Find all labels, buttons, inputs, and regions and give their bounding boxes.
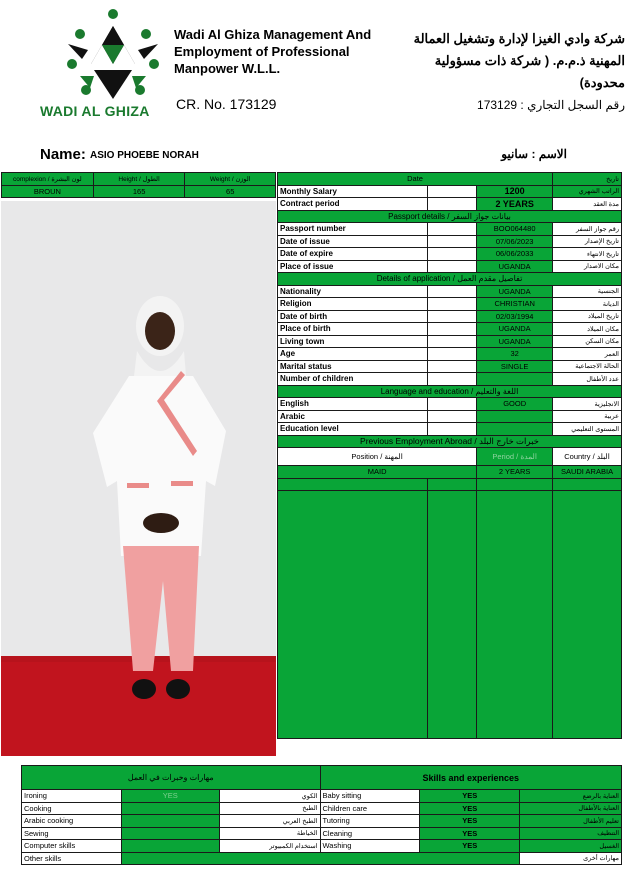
skill-cleaning-ar: التنظيف [520, 827, 622, 840]
place-of-birth-label: Place of birth [278, 323, 428, 336]
skill-cleaning-value: YES [420, 827, 520, 840]
religion-value: CHRISTIAN [477, 298, 553, 311]
skill-cooking-value [121, 802, 219, 815]
children-label: Number of children [278, 373, 428, 386]
candidate-photo [1, 201, 276, 756]
skill-cooking-ar: الطبخ [219, 802, 320, 815]
name-value-ar: سانيو [501, 147, 529, 161]
date-of-expire-value: 06/06/2033 [477, 248, 553, 261]
contract-period-label: Contract period [278, 198, 428, 211]
height-header: Height / الطول [93, 173, 185, 186]
nationality-label-ar: الجنسية [553, 285, 622, 298]
skill-sewing-value [121, 827, 219, 840]
skill-tutoring-ar: تعليم الأطفال [520, 815, 622, 828]
skill-washing-ar: الغسيل [520, 840, 622, 853]
age-value: 32 [477, 348, 553, 361]
name-row [0, 144, 637, 164]
children-value [477, 373, 553, 386]
religion-label: Religion [278, 298, 428, 311]
company-name-ar [400, 28, 625, 94]
name-label: Name: [40, 146, 86, 163]
cr-number-en: CR. No. 173129 [176, 96, 277, 112]
date-of-expire-label: Date of expire [278, 248, 428, 261]
passport-heading: Passport details / بيانات جواز السفر [278, 210, 622, 223]
skill-sewing-ar: الخياطة [219, 827, 320, 840]
place-of-birth-label-ar: مكان الميلاد [553, 323, 622, 336]
skills-heading-en: Skills and experiences [320, 766, 622, 790]
date-of-expire-label-ar: تاريخ الانتهاء [553, 248, 622, 261]
skill-children-care-value: YES [420, 802, 520, 815]
skill-arabic-cooking-value [121, 815, 219, 828]
skill-ironing-ar: الكوي [219, 790, 320, 803]
children-label-ar: عدد الأطفال [553, 373, 622, 386]
place-of-issue-value: UGANDA [477, 260, 553, 273]
skill-children-care-ar: العناية بالأطفال [520, 802, 622, 815]
skill-ironing-value: YES [121, 790, 219, 803]
english-label: English [278, 398, 428, 411]
marital-status-value: SINGLE [477, 360, 553, 373]
arabic-value [477, 410, 553, 423]
nationality-label: Nationality [278, 285, 428, 298]
english-label-ar: الانجليزية [553, 398, 622, 411]
english-value: GOOD [477, 398, 553, 411]
name-label-ar: الاسم : [531, 147, 567, 161]
contract-period-label-ar: مدة العقد [553, 198, 622, 211]
skill-cleaning-label: Cleaning [320, 827, 420, 840]
place-of-birth-value: UGANDA [477, 323, 553, 336]
name-value: ASIO PHOEBE NORAH [90, 150, 199, 161]
skill-baby-sitting-label: Baby sitting [320, 790, 420, 803]
date-label: Date [278, 173, 553, 186]
date-of-birth-value: 02/03/1994 [477, 310, 553, 323]
marital-status-label-ar: الحالة الاجتماعية [553, 360, 622, 373]
skill-ironing-label: Ironing [22, 790, 122, 803]
education-label: Education level [278, 423, 428, 436]
passport-number-label-ar: رقم جواز السفر [553, 223, 622, 236]
monthly-salary-value: 1200 [477, 185, 553, 198]
religion-label-ar: الديانة [553, 298, 622, 311]
complexion-header: complexion / لون البشرة [2, 173, 94, 186]
skill-computer-value [121, 840, 219, 853]
company-name-ar-line1: شركة وادي الغيزا لإدارة وتشغيل العمالة [413, 31, 625, 46]
age-label-ar: العمر [553, 348, 622, 361]
period-column-header: Period / المدة [477, 448, 553, 466]
country-column-header: Country / البلد [553, 448, 622, 466]
name-ar [501, 147, 567, 161]
passport-number-value: BOO064480 [477, 223, 553, 236]
other-skills-value [121, 852, 519, 865]
living-town-label: Living town [278, 335, 428, 348]
skill-tutoring-label: Tutoring [320, 815, 420, 828]
date-of-issue-value: 07/06/2023 [477, 235, 553, 248]
application-heading: Details of application / تفاصيل مقدم العمل [278, 273, 622, 286]
date-of-issue-label: Date of issue [278, 235, 428, 248]
arabic-label: Arabic [278, 410, 428, 423]
company-logo-icon [58, 4, 168, 104]
physical-table [1, 172, 276, 198]
skill-arabic-cooking-ar: الطبخ العربي [219, 815, 320, 828]
employment-position: MAID [278, 466, 477, 479]
skill-washing-label: Washing [320, 840, 420, 853]
employment-heading: Previous Employment Abroad / خبرات خارج البلد [278, 435, 622, 448]
marital-status-label: Marital status [278, 360, 428, 373]
cr-number-ar: رقم السجل التجاري : 173129 [477, 98, 625, 112]
skill-washing-value: YES [420, 840, 520, 853]
contract-period-value: 2 YEARS [477, 198, 553, 211]
education-label-ar: المستوى التعليمي [553, 423, 622, 436]
skill-sewing-label: Sewing [22, 827, 122, 840]
other-skills-label: Other skills [22, 852, 122, 865]
arabic-label-ar: عربية [553, 410, 622, 423]
position-column-header: Position / المهنة [278, 448, 477, 466]
skill-computer-label: Computer skills [22, 840, 122, 853]
other-skills-ar: مهارات أخرى [520, 852, 622, 865]
skill-baby-sitting-ar: العناية بالرضع [520, 790, 622, 803]
living-town-label-ar: مكان السكن [553, 335, 622, 348]
place-of-issue-label-ar: مكان الاصدار [553, 260, 622, 273]
company-name-ar-line3: محدودة) [579, 75, 625, 90]
weight-header: Weight / الوزن [185, 173, 276, 186]
monthly-salary-label: Monthly Salary [278, 185, 428, 198]
employment-country: SAUDI ARABIA [553, 466, 622, 479]
nationality-value: UGANDA [477, 285, 553, 298]
language-heading: Language and education / اللغة والتعليم [278, 385, 622, 398]
skill-arabic-cooking-label: Arabic cooking [22, 815, 122, 828]
date-of-birth-label-ar: تاريخ الميلاد [553, 310, 622, 323]
skills-table [21, 765, 622, 865]
monthly-salary-label-ar: الراتب الشهري [553, 185, 622, 198]
skill-cooking-label: Cooking [22, 802, 122, 815]
education-value [477, 423, 553, 436]
place-of-issue-label: Place of issue [278, 260, 428, 273]
skill-children-care-label: Children care [320, 802, 420, 815]
skill-computer-ar: استخدام الكمبيوتر [219, 840, 320, 853]
logo-wordmark: WADI AL GHIZA [40, 103, 150, 119]
skills-heading-ar: مهارات وخبرات في العمل [22, 766, 321, 790]
date-of-birth-label: Date of birth [278, 310, 428, 323]
date-of-issue-label-ar: تاريخ الإصدار [553, 235, 622, 248]
employment-period: 2 YEARS [477, 466, 553, 479]
living-town-value: UGANDA [477, 335, 553, 348]
company-name-ar-line2: المهنية ذ.م.م. ( شركة ذات مسؤولية [434, 53, 625, 68]
complexion-value: BROUN [2, 185, 94, 198]
skill-tutoring-value: YES [420, 815, 520, 828]
details-table [277, 172, 622, 739]
passport-number-label: Passport number [278, 223, 428, 236]
document-header [0, 0, 637, 135]
height-value: 165 [93, 185, 185, 198]
skill-baby-sitting-value: YES [420, 790, 520, 803]
weight-value: 65 [185, 185, 276, 198]
date-label-ar: تاريخ [553, 173, 622, 186]
age-label: Age [278, 348, 428, 361]
company-name-en: Wadi Al Ghiza Management And Employment of Professional Manpower W.L.L. [174, 27, 372, 76]
